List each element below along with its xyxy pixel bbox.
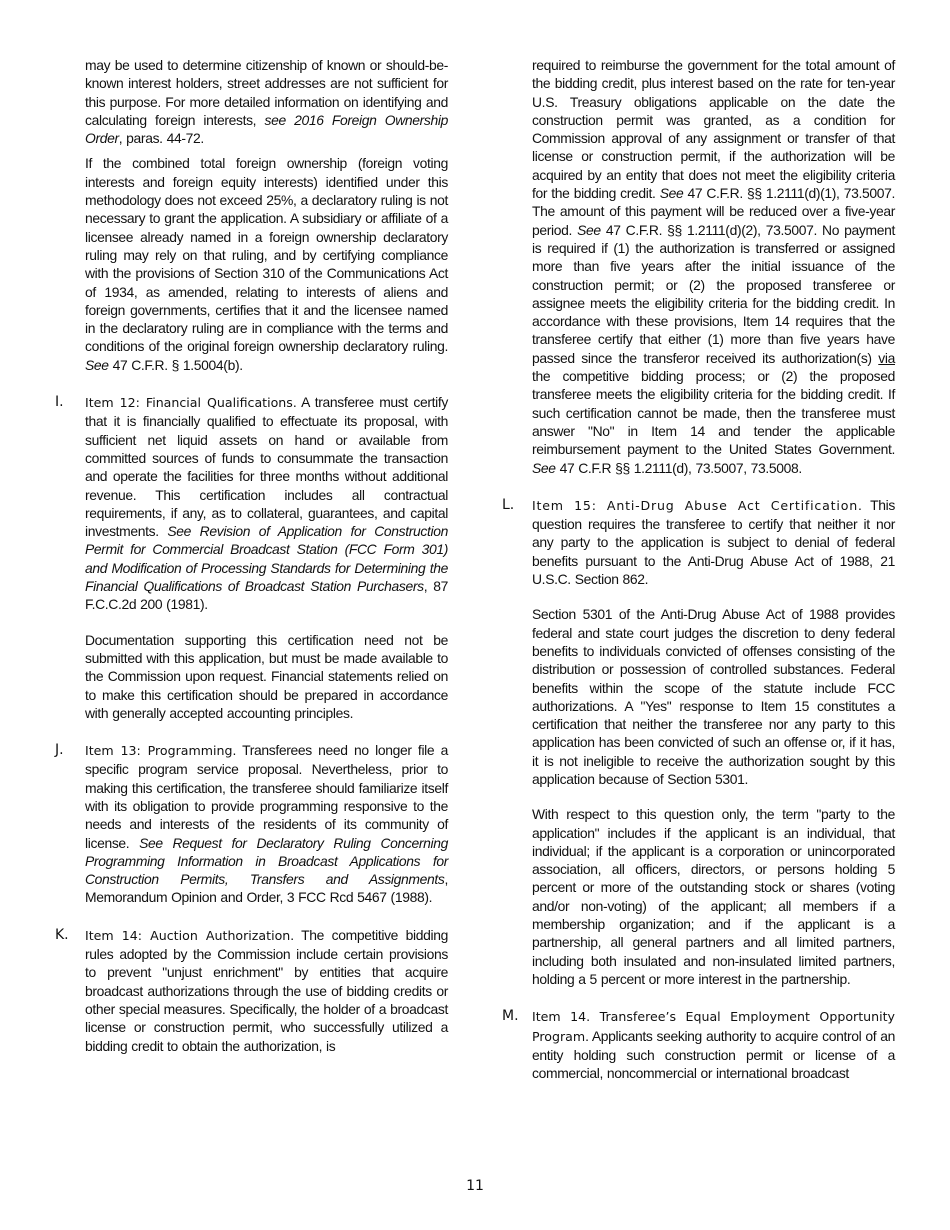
item-heading: Item 13: Programming — [85, 743, 233, 759]
citation: See Request for Declaratory Ruling Concerning Programming Information in Broadcast Applications for Construction Permits, Transfers and Assignments — [85, 834, 448, 888]
item-paragraph: With respect to this question only, the term "party to the application" includes if the applicant is an individual, that individual; if the applicant is a corporation or unincorporated association, all officers, directors, or persons holding 5 percent or more of the outstanding stock or shares (voting and/or non-voting) of the applicant; all members if a membership organization; and if the applicant is a partnership, all general partners and all limited partners, including both insulated and non-insulated limited partners, holding a 5 percent or more interest in the partnership. — [532, 806, 895, 987]
item-m-eeo-program — [502, 1007, 895, 1082]
item-heading: Item 15: Anti-Drug Abuse Act Certification — [532, 497, 858, 513]
item-letter: M. — [502, 1008, 519, 1025]
item-l-anti-drug-abuse — [502, 496, 895, 988]
via-underlined: via — [878, 349, 895, 366]
item-heading: Item 14. Transferee’s Equal Employment Opportunity Program — [532, 1009, 895, 1044]
right-column — [502, 56, 895, 1082]
item-letter: I. — [55, 394, 64, 411]
item-i-financial-qualifications — [55, 393, 448, 722]
item-paragraph: Item 13: Programming. Transferees need no longer file a specific program service proposal. Nevertheless, prior to making this certification, the transferee should familiarize itself with its obligation to provide programming responsive to the needs and interests of the residents of its community of license. See Request for Declaratory Ruling Concerning Programming Information in Broadcast Applications for Construction Permits, Transfers and Assignments, Memorandum Opinion and Order, 3 FCC Rcd 5467 (1988). — [85, 742, 448, 906]
item-heading: Item 12: Financial Qualifications — [85, 395, 293, 411]
item-j-programming — [55, 741, 448, 907]
foreign-interest-paragraph: may be used to determine citizenship of known or should-be-known interest holders, street addresses are not sufficient for this purpose. For more detailed information on identifying and calculating foreign interests, see 2016 Foreign Ownership Order, paras. 44-72. — [85, 57, 448, 147]
citation: See Revision of Application for Construction Permit for Commercial Broadcast Station (FCC Form 301) and Modification of Processing Standards for Determining the Financial Qualifications of Broadcast Station Purchasers — [85, 523, 448, 595]
item-letter: K. — [55, 926, 69, 943]
foreign-ownership-paragraph: If the combined total foreign ownership (foreign voting interests and foreign equity interests) identified under this methodology does not exceed 25%, a declaratory ruling is not necessary to grant the application. A subsidiary or affiliate of a licensee already named in a foreign ownership declaratory ruling may rely on that ruling, and by certifying compliance with the provisions of Section 310 of the Communications Act of 1934, as amended, relating to interests of aliens and foreign governments, certifies that it and the licensee named in the declaratory ruling are in compliance with the terms and conditions of the original foreign ownership declaratory ruling. See 47 C.F.R. § 1.5004(b). — [85, 155, 448, 373]
item-paragraph: Item 15: Anti-Drug Abuse Act Certification. This question requires the transferee to certify that neither it nor any party to the application is subject to denial of federal benefits pursuant to the Anti-Drug Abuse Act of 1988, 21 U.S.C. Section 862. — [532, 496, 895, 588]
citation: see 2016 Foreign Ownership Order — [85, 111, 448, 147]
item-letter: J. — [55, 742, 64, 759]
item-letter: L. — [502, 496, 515, 513]
item-paragraph: Item 14: Auction Authorization. The competitive bidding rules adopted by the Commission include certain provisions to prevent "unjust enrichment" by entities that acquire broadcast authorizations through the use of bidding credits or other special measures. Specifically, the holder of a broadcast license or construction permit, who successfully utilized a bidding credit to obtain the authorization, is — [85, 926, 449, 1054]
page-number: 11 — [466, 1178, 484, 1194]
item-k-auction-authorization — [55, 926, 448, 1055]
item-paragraph: Documentation supporting this certification need not be submitted with this application, but must be made available to the Commission upon request. Financial statements relied on to make this certification should be prepared in accordance with generally accepted accounting principles. — [85, 631, 448, 721]
item-k-continuation: required to reimburse the government for the total amount of the bidding credit, plus interest based on the rate for ten-year U.S. Treasury obligations applicable on the date the construction permit was granted, as a condition for Commission approval of any assignment or transfer of that license or construction permit, if the authorization will be acquired by an entity that does not meet the eligibility criteria for the bidding credit. See 47 C.F.R. §§ 1.2111(d)(1), 73.5007. The amount of this payment will be reduced over a five-year period. See 47 C.F.R. §§ 1.2111(d)(2), 73.5007. No payment is required if (1) the authorization is transferred or assigned more than five years after the initial issuance of the construction permit; or (2) the proposed transferee or assignee meets the eligibility criteria for the bidding credit. In accordance with these provisions, Item 14 requires that the transferee certify that either (1) more than five years have passed since the transferor received its authorization(s) via the competitive bidding process; or (2) the proposed transferee meets the eligibility criteria for the bidding credit. If such certification cannot be made, then the transferee must answer "No" in Item 14 and tender the applicable reimbursement payment to the United States Government. See 47 C.F.R §§ 1.2111(d), 73.5007, 73.5008. — [532, 57, 895, 476]
item-paragraph: Item 14. Transferee’s Equal Employment Opportunity Program. Applicants seeking authority to acquire control of an entity holding such construction permit or license of a commercial, noncommercial or international broadcast — [532, 1009, 895, 1082]
item-heading: Item 14: Auction Authorization — [85, 927, 291, 943]
item-paragraph: Item 12: Financial Qualifications. A transferee must certify that it is financially qualified to effectuate its proposal, with sufficient net liquid assets on hand or available from committed sources of funds to consummate the transaction and operate the facilities for three months without additional revenue. This certification includes all contractual requirements, if any, as to collateral, guarantees, and capital investments. See Revision of Application for Construction Permit for Commercial Broadcast Station (FCC Form 301) and Modification of Processing Standards for Determining the Financial Qualifications of Broadcast Station Purchasers, 87 F.C.C.2d 200 (1981). — [85, 394, 449, 613]
item-paragraph: Section 5301 of the Anti-Drug Abuse Act of 1988 provides federal and state court judges the discretion to deny federal benefits to individuals convicted of offenses consisting of the distribution or possession of controlled substances. Federal benefits within the scope of the statute include FCC authorizations. A "Yes" response to Item 15 constitutes a certification that neither the transferee nor any party to this application has been convicted of such an offense or, if it has, it is not ineligible to receive the authorization sought by this application because of Section 5301. — [532, 606, 895, 787]
left-column — [55, 56, 448, 1055]
